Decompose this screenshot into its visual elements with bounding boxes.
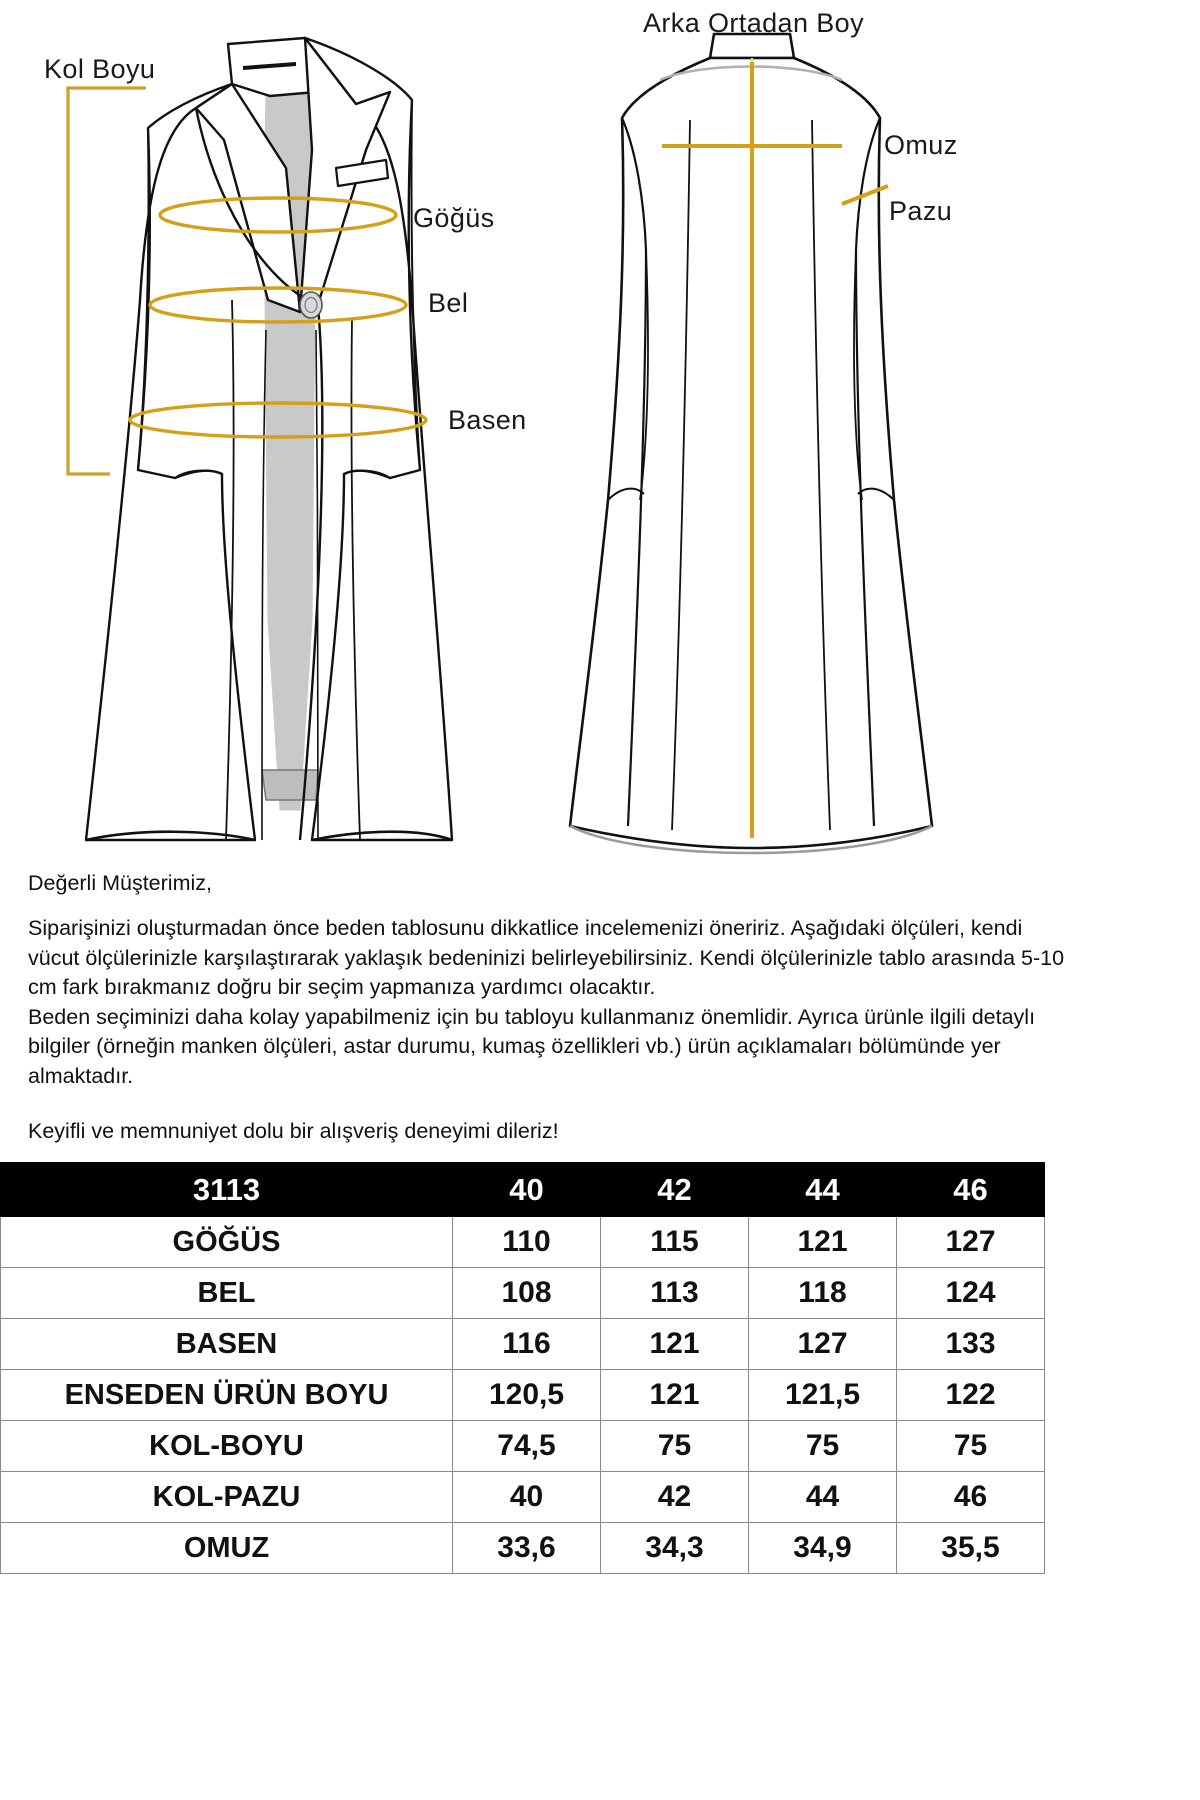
garment-technical-drawing [0, 0, 1200, 870]
size-table-body [1, 1217, 1045, 1574]
measurement-value-cell: 33,6 [453, 1523, 601, 1574]
hem-detail [262, 770, 318, 800]
size-table-wrapper [0, 1162, 1045, 1574]
size-table [0, 1162, 1045, 1574]
size-table-model-code: 3113 [1, 1163, 453, 1217]
measurement-value-cell: 115 [601, 1217, 749, 1268]
measurement-value-cell: 116 [453, 1319, 601, 1370]
table-row [1, 1472, 1045, 1523]
measurement-name-cell: GÖĞÜS [1, 1217, 453, 1268]
measurement-value-cell: 110 [453, 1217, 601, 1268]
drape-line-4 [316, 330, 318, 840]
table-row [1, 1370, 1045, 1421]
table-row [1, 1319, 1045, 1370]
drape-line-3 [262, 330, 266, 840]
measurement-value-cell: 121,5 [749, 1370, 897, 1421]
description-paragraph-1: Siparişinizi oluşturmadan önce beden tablosunu dikkatlice incelemenizi öneririz. Aşağıdaki ölçüleri, kendi vücut ölçülerinizle karşılaştırarak yaklaşık bedeninizi belirleyebilirsiniz. Kendi ölçülerinizle tablo arasında 5-10 cm fark bırakmanız doğru bir seçim yapmanıza yardımcı olacaktır. [28, 916, 1065, 999]
label-shoulder: Omuz [884, 130, 958, 160]
table-row [1, 1268, 1045, 1319]
measurement-name-cell: ENSEDEN ÜRÜN BOYU [1, 1370, 453, 1421]
measurement-value-cell: 35,5 [897, 1523, 1045, 1574]
size-table-col-header: 44 [749, 1163, 897, 1217]
measurement-value-cell: 40 [453, 1472, 601, 1523]
label-sleeve-length: Kol Boyu [44, 54, 156, 84]
front-view-coat [86, 38, 452, 840]
measurement-value-cell: 118 [749, 1268, 897, 1319]
label-center-back-length: Arka Ortadan Boy [643, 8, 865, 38]
front-button [300, 292, 322, 318]
garment-illustration-area [0, 0, 1200, 870]
measurement-value-cell: 34,3 [601, 1523, 749, 1574]
label-waist: Bel [428, 288, 469, 318]
label-bicep: Pazu [889, 196, 953, 226]
measurement-value-cell: 34,9 [749, 1523, 897, 1574]
customer-greeting: Değerli Müşterimiz, [28, 871, 212, 895]
measurement-value-cell: 127 [897, 1217, 1045, 1268]
table-row [1, 1421, 1045, 1472]
measurement-name-cell: BASEN [1, 1319, 453, 1370]
measurement-value-cell: 75 [601, 1421, 749, 1472]
measurement-name-cell: KOL-PAZU [1, 1472, 453, 1523]
measurement-value-cell: 121 [601, 1319, 749, 1370]
label-hip: Basen [448, 405, 527, 435]
measurement-value-cell: 122 [897, 1370, 1045, 1421]
measurement-name-cell: BEL [1, 1268, 453, 1319]
measurement-name-cell: OMUZ [1, 1523, 453, 1574]
description-closing: Keyifli ve memnuniyet dolu bir alışveriş deneyimi dileriz! [28, 1119, 559, 1143]
description-paragraph-2: Beden seçiminizi daha kolay yapabilmeniz için bu tabloyu kullanmanız önemlidir. Ayrıca ürünle ilgili detaylı bilgiler (örneğin manken ölçüleri, astar durumu, kumaş özellikleri vb.) ürün açıklamaları bölümünde yer almaktadır. [28, 1004, 1036, 1088]
size-table-col-header: 40 [453, 1163, 601, 1217]
measurement-value-cell: 44 [749, 1472, 897, 1523]
measurement-value-cell: 108 [453, 1268, 601, 1319]
measurement-value-cell: 127 [749, 1319, 897, 1370]
measurement-value-cell: 121 [749, 1217, 897, 1268]
measurement-value-cell: 75 [749, 1421, 897, 1472]
measurement-value-cell: 74,5 [453, 1421, 601, 1472]
measurement-name-cell: KOL-BOYU [1, 1421, 453, 1472]
measurement-value-cell: 124 [897, 1268, 1045, 1319]
size-table-col-header: 46 [897, 1163, 1045, 1217]
table-row [1, 1217, 1045, 1268]
measurement-value-cell: 121 [601, 1370, 749, 1421]
measurement-value-cell: 75 [897, 1421, 1045, 1472]
measurement-value-cell: 120,5 [453, 1370, 601, 1421]
size-table-head [1, 1163, 1045, 1217]
label-chest: Göğüs [413, 203, 495, 233]
description-block [28, 868, 1068, 1146]
measurement-value-cell: 113 [601, 1268, 749, 1319]
measurement-value-cell: 42 [601, 1472, 749, 1523]
size-table-header-row [1, 1163, 1045, 1217]
table-row [1, 1523, 1045, 1574]
measurement-value-cell: 133 [897, 1319, 1045, 1370]
measurement-value-cell: 46 [897, 1472, 1045, 1523]
size-table-col-header: 42 [601, 1163, 749, 1217]
